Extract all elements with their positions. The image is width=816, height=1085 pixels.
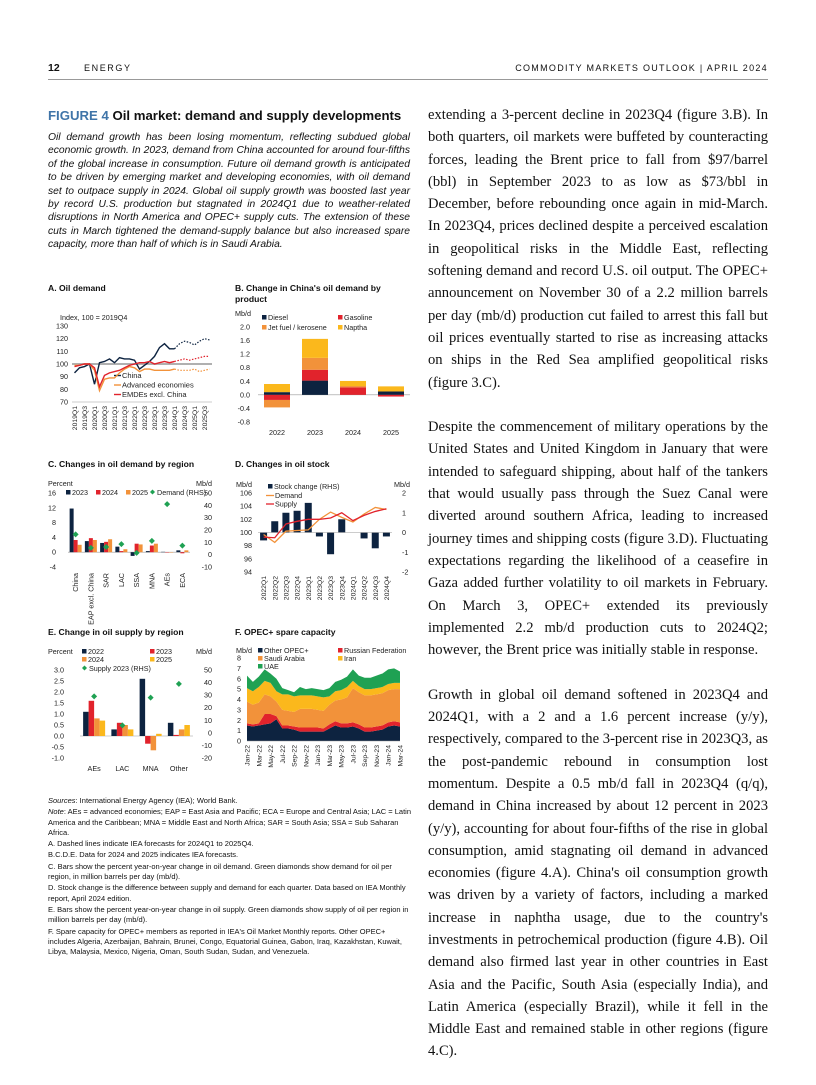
x-tick-label: 2023Q1 <box>306 576 313 600</box>
forecast-line-1 <box>175 369 210 372</box>
note-line <box>48 807 412 838</box>
x-tick-label: China <box>71 573 80 592</box>
legend-label: China <box>122 371 142 380</box>
y-tick-label: 6 <box>237 674 241 683</box>
x-tick-label: 2022Q2 <box>272 576 279 600</box>
y-tick-label: 70 <box>60 398 68 407</box>
legend-label: Iran <box>344 654 356 663</box>
legend-swatch <box>150 649 155 654</box>
y-tick-label: 130 <box>56 322 68 331</box>
legend-label: Diesel <box>268 313 288 322</box>
y2-axis-label: Mb/d <box>196 479 212 488</box>
y2-tick-label: -10 <box>202 741 212 750</box>
y-tick-label: 2.0 <box>240 323 250 332</box>
bar <box>93 540 97 552</box>
figure-title-text: Oil market: demand and supply developments <box>113 108 402 123</box>
bar <box>78 545 82 552</box>
y-tick-label: 120 <box>56 334 68 343</box>
data-marker-diamond <box>176 681 182 687</box>
legend-label: Naptha <box>344 323 367 332</box>
y-tick-label: 0 <box>52 548 56 557</box>
data-marker-diamond <box>91 693 97 699</box>
bar <box>74 540 78 552</box>
bar <box>173 735 179 736</box>
x-tick-label: Sep-23 <box>362 745 369 767</box>
y-tick-label: 94 <box>244 568 252 577</box>
x-tick-label: 2023Q2 <box>317 576 324 600</box>
x-tick-label: LAC <box>115 764 129 773</box>
y-tick-label: 5 <box>237 685 241 694</box>
publication-title: COMMODITY MARKETS OUTLOOK | APRIL 2024 <box>515 63 768 73</box>
data-marker-diamond <box>148 695 154 701</box>
bar-segment <box>264 400 290 407</box>
y-tick-label: 100 <box>240 528 252 537</box>
legend-label: Advanced economies <box>122 381 194 390</box>
bar <box>179 729 185 736</box>
y-tick-label: 8 <box>52 518 56 527</box>
bar-segment <box>264 392 290 395</box>
legend-label: Demand <box>275 491 302 500</box>
x-tick-label: Nov-23 <box>374 745 381 767</box>
legend-swatch <box>82 657 87 662</box>
stock-change-bar <box>338 519 345 532</box>
x-tick-label: 2023Q3 <box>328 576 335 600</box>
bar-segment <box>340 387 366 394</box>
y-tick-label: 98 <box>244 541 252 550</box>
data-marker-diamond <box>179 543 185 549</box>
page-number: 12 <box>48 62 60 74</box>
x-tick-label: 2024Q1 <box>172 406 179 430</box>
x-tick-label: AEs <box>163 573 172 587</box>
sources-line <box>48 796 412 806</box>
bar-segment <box>302 358 328 370</box>
y-tick-label: 3 <box>237 705 241 714</box>
x-tick-label: MNA <box>143 764 159 773</box>
legend-swatch <box>150 657 155 662</box>
legend-diamond-icon <box>150 490 155 495</box>
bar <box>100 543 104 552</box>
x-tick-label: 2025 <box>383 428 399 437</box>
bar-segment <box>378 395 404 397</box>
bar <box>128 729 134 736</box>
legend-swatch <box>258 664 263 669</box>
legend-label: 2022 <box>88 647 104 656</box>
x-tick-label: 2024Q2 <box>362 576 369 600</box>
figure-caption: Oil demand growth has been losing momentum, reflecting subdued global economic growth. In 2023, demand from China accounted for around four-fifths of the global increase in consumption. Future oil demand growth is anticipated to be driven by emerging market and developing economies, with oil demand set to outpace supply in 2024. Global oil supply growth was boosted last year by record U.S. production but stagnated in 2024Q1 due to weather-related disruptions in North America and OPEC+ supply cuts. The extension of these cuts in March tightened the demand-supply balance but also increased spare capacity, more than half of which is in Saudi Arabia. <box>48 131 410 252</box>
y2-tick-label: 40 <box>204 501 212 510</box>
panel-e-title: E. Change in oil supply by region <box>48 627 184 638</box>
panel-f-title: F. OPEC+ spare capacity <box>235 627 336 638</box>
bar <box>85 541 89 552</box>
x-tick-label: 2023Q4 <box>339 576 346 600</box>
y2-axis-label: Mb/d <box>196 647 212 656</box>
y-tick-label: 4 <box>237 695 241 704</box>
bar <box>150 546 154 553</box>
legend-label: 2024 <box>102 488 118 497</box>
legend-swatch <box>338 325 343 330</box>
y-tick-label: 2 <box>237 716 241 725</box>
y2-tick-label: 30 <box>204 513 212 522</box>
x-tick-label: AEs <box>88 764 102 773</box>
legend-label: UAE <box>264 662 279 671</box>
bar-segment <box>378 391 404 394</box>
bar <box>115 547 119 553</box>
x-tick-label: SSA <box>132 573 141 588</box>
y2-tick-label: -2 <box>402 568 408 577</box>
y-tick-label: -0.5 <box>52 743 64 752</box>
x-tick-label: 2024Q4 <box>384 576 391 600</box>
note-item: F. Spare capacity for OPEC+ members as reported in IEA's Oil Market Monthly reports. Other OPEC+ includes Algeria, Azerbaijan, Bahrain, Brunei, Congo, Equatorial Guinea, Gabon, Iraq, Kazakhstan, Kuwait, Libya, Malaysia, Mexico, Nigeria, Oman, South Sudan, Sudan, and Venezuela. <box>48 927 412 958</box>
x-tick-label: May-23 <box>339 745 346 768</box>
y2-tick-label: 2 <box>402 489 406 498</box>
series-line-supply <box>264 509 387 538</box>
sources-text: : International Energy Agency (IEA); World Bank. <box>76 796 238 805</box>
x-tick-label: 2024 <box>345 428 361 437</box>
y-tick-label: 106 <box>240 489 252 498</box>
y-axis-label: Percent <box>48 647 73 656</box>
forecast-line-0 <box>175 339 210 349</box>
legend-swatch <box>262 325 267 330</box>
y-tick-label: 4 <box>52 533 56 542</box>
figure-label: FIGURE 4 <box>48 108 109 123</box>
x-tick-label: 2024Q1 <box>350 576 357 600</box>
x-tick-label: 2021Q3 <box>122 406 129 430</box>
x-tick-label: 2022Q1 <box>261 576 268 600</box>
note-label: Note <box>48 807 64 816</box>
x-tick-label: 2022Q1 <box>132 406 139 430</box>
bar-segment <box>340 381 366 386</box>
y2-tick-label: 0 <box>402 528 406 537</box>
y-tick-label: 0.8 <box>240 363 250 372</box>
legend-label: 2025 <box>156 655 172 664</box>
x-tick-label: Jul-23 <box>350 745 357 764</box>
bar <box>180 552 184 553</box>
legend-label: Supply <box>275 500 297 509</box>
legend-label: Gasoline <box>344 313 372 322</box>
x-tick-label: 2019Q3 <box>82 406 89 430</box>
bar-segment <box>302 381 328 395</box>
x-tick-label: 2022Q3 <box>283 576 290 600</box>
legend-label: 2025 <box>132 488 148 497</box>
y2-tick-label: 0 <box>208 550 212 559</box>
body-paragraph: Growth in global oil demand softened in 2023Q4 and 2024Q1, with a 2 and a 1.6 percent increase (y/y), respectively, compared to the 3-percent rise in 2023Q3, as the post-pandemic rebound in consumption lost momentum. Despite a 0.5 mb/d fall in 2023Q4 (q/q), demand in China increased by about 12 percent in 2023 (y/y), accounting for about four-fifths of the rise in global consumption, amid stagnating oil demand in advanced economies (figure 4.A). China's oil consumption growth was driven by a variety of factors, including a marked increase in naphtha usage, due to the country's investments in petrochemical production (figure 4.B). Oil demand also firmed last year in other countries in East Asia and the Pacific, South Asia (especially India), and Latin America (especially Brazil), while it fell in the Middle East and remained stable in other regions (figure 4.C). <box>428 684 768 1063</box>
legend-label: 2023 <box>72 488 88 497</box>
x-tick-label: 2023 <box>307 428 323 437</box>
y2-tick-label: 50 <box>204 489 212 498</box>
x-tick-label: 2024Q3 <box>373 576 380 600</box>
section-name: ENERGY <box>84 63 132 73</box>
bar-segment <box>378 386 404 391</box>
x-tick-label: Mar-24 <box>398 745 405 767</box>
body-paragraph: extending a 3-percent decline in 2023Q4 (figure 3.B). In both quarters, oil markets were buffeted by counteracting forces, leading the Brent price to fall from $97/barrel (bbl) in September 2023 to as low as $73/bbl in December, before rebounding once again in mid-March. In 2023Q4, prices declined despite a perceived escalation in geopolitical risks in the Middle East, reflecting softening demand and record U.S. oil output. The OPEC+ announcement on November 30 of a 2.2 million barrels per day (mb/d) production cut failed to arrest this fall but oil prices eventually started to rise as increasing attacks on ships in the Red Sea amplified geopolitical risks (figure 3.C). <box>428 104 768 394</box>
y-tick-label: 8 <box>237 654 241 663</box>
y-tick-label: 1.6 <box>240 336 250 345</box>
y-axis-label: Index, 100 = 2019Q4 <box>60 313 127 322</box>
y2-tick-label: 20 <box>204 526 212 535</box>
y2-tick-label: 40 <box>204 678 212 687</box>
bar <box>139 544 143 552</box>
x-tick-label: 2019Q1 <box>72 406 79 430</box>
bar <box>151 736 157 750</box>
bar-segment <box>264 384 290 392</box>
x-tick-label: LAC <box>117 573 126 587</box>
y-tick-label: 104 <box>240 502 252 511</box>
body-paragraph: Despite the commencement of military operations by the United States and United Kingdom in January that were intended to safeguard shipping, about half of the tankers that would usually pass through the Suez Canal were diverted around southern Africa, leading to increased journey times and shipping costs (figure 3.D). Fluctuating expectations regarding the likelihood of a ceasefire in Gaza added further volatility to oil markets in February. On March 3, OPEC+ extended its previously implemented 2.2 mb/d production cuts to 2024Q2; however, the Brent price was initially stable in response. <box>428 416 768 661</box>
y-axis-label: Mb/d <box>236 480 252 489</box>
bar-segment <box>340 386 366 387</box>
legend-swatch <box>262 315 267 320</box>
legend-diamond-icon <box>82 666 87 671</box>
bar <box>83 712 89 736</box>
y-tick-label: 1.5 <box>54 699 64 708</box>
stock-change-bar <box>383 533 390 537</box>
y-tick-label: -0.8 <box>238 418 250 427</box>
y2-tick-label: -20 <box>202 754 212 763</box>
x-tick-label: 2023Q1 <box>152 406 159 430</box>
bar <box>123 549 127 552</box>
x-tick-label: Jul-22 <box>280 745 287 764</box>
data-marker-diamond <box>164 501 170 507</box>
x-tick-label: Jan-23 <box>315 745 322 766</box>
note-item: D. Stock change is the difference between supply and demand for each quarter. Data based on IEA Monthly report, April 2024 edition. <box>48 883 412 904</box>
y-tick-label: 80 <box>60 385 68 394</box>
legend-swatch <box>96 490 101 495</box>
y-tick-label: 16 <box>48 489 56 498</box>
y-tick-label: 12 <box>48 503 56 512</box>
y-axis-label: Mb/d <box>235 309 251 318</box>
bar <box>145 736 151 744</box>
y-tick-label: 0 <box>237 737 241 746</box>
x-tick-label: ECA <box>178 573 187 588</box>
sources-label: Sources <box>48 796 76 805</box>
y2-tick-label: 20 <box>204 703 212 712</box>
y2-tick-label: -10 <box>202 563 212 572</box>
y2-tick-label: 1 <box>402 508 406 517</box>
x-tick-label: 2022Q4 <box>295 576 302 600</box>
series-line-demand <box>264 507 387 542</box>
legend-label: Russian Federation <box>344 646 406 655</box>
legend-swatch <box>338 315 343 320</box>
x-tick-label: Mar-23 <box>327 745 334 767</box>
y-axis-label: Mb/d <box>236 646 252 655</box>
x-tick-label: 2022Q3 <box>142 406 149 430</box>
legend-label: Other OPEC+ <box>264 646 309 655</box>
panel-a-title: A. Oil demand <box>48 283 106 294</box>
y-tick-label: 2.0 <box>54 688 64 697</box>
legend-swatch <box>82 649 87 654</box>
y-tick-label: 100 <box>56 360 68 369</box>
y-tick-label: 0.0 <box>240 390 250 399</box>
stock-change-bar <box>271 521 278 532</box>
x-tick-label: Mar-22 <box>256 745 263 767</box>
x-tick-label: Jan-24 <box>386 745 393 766</box>
bar-segment <box>302 339 328 358</box>
legend-label: 2023 <box>156 647 172 656</box>
x-tick-label: Other <box>170 764 189 773</box>
note-text: : AEs = advanced economies; EAP = East Asia and Pacific; ECA = Europe and Central Asia; LAC = Latin America and the Caribbean; MNA = Middle East and North Africa; SAR = South Asia; SSA = Sub Saharan Africa. <box>48 807 411 837</box>
y-tick-label: 2.5 <box>54 677 64 686</box>
panel-c-title: C. Changes in oil demand by region <box>48 459 194 470</box>
bar <box>108 539 112 552</box>
bar <box>146 551 150 552</box>
bar <box>156 734 162 736</box>
x-tick-label: 2025Q1 <box>192 406 199 430</box>
legend-swatch <box>268 484 273 489</box>
legend-swatch <box>126 490 131 495</box>
legend-swatch <box>338 648 343 653</box>
bar <box>89 701 95 736</box>
legend-swatch <box>338 656 343 661</box>
bar <box>100 721 106 736</box>
y-tick-label: 0.5 <box>54 721 64 730</box>
y2-axis-label: Mb/d <box>394 480 410 489</box>
x-tick-label: MNA <box>147 573 156 589</box>
panel-b-title: B. Change in China's oil demand by product <box>235 283 410 305</box>
stock-change-bar <box>316 533 323 537</box>
y2-tick-label: -1 <box>402 548 408 557</box>
panel-d-title: D. Changes in oil stock <box>235 459 330 470</box>
legend-swatch <box>258 648 263 653</box>
y-tick-label: 96 <box>244 554 252 563</box>
note-item: B.C.D.E. Data for 2024 and 2025 indicates IEA forecasts. <box>48 850 412 860</box>
y-tick-label: -1.0 <box>52 754 64 763</box>
x-tick-label: Jan-22 <box>245 745 252 766</box>
body-text <box>428 104 768 1085</box>
bar <box>168 723 174 736</box>
legend-label: Demand (RHS) <box>157 488 206 497</box>
x-tick-label: Sep-22 <box>292 745 299 767</box>
stock-change-bar <box>372 533 379 549</box>
y-tick-label: 1.2 <box>240 350 250 359</box>
bar <box>70 509 74 553</box>
x-tick-label: May-22 <box>268 745 275 768</box>
bar <box>119 551 123 552</box>
legend-label: Saudi Arabia <box>264 654 305 663</box>
y-tick-label: 1.0 <box>54 710 64 719</box>
note-item: E. Bars show the percent year-on-year change in oil supply. Green diamonds show supply of oil per region in million barrels per day (mb/d). <box>48 905 412 926</box>
bar <box>184 550 188 552</box>
forecast-line-2 <box>175 356 210 361</box>
y-tick-label: 102 <box>240 515 252 524</box>
y2-tick-label: 10 <box>204 716 212 725</box>
legend-label: 2024 <box>88 655 104 664</box>
bar <box>94 718 100 736</box>
y-tick-label: 3.0 <box>54 666 64 675</box>
bar <box>176 550 180 552</box>
stock-change-bar <box>327 533 334 555</box>
y-tick-label: 90 <box>60 372 68 381</box>
y-tick-label: -4 <box>50 563 56 572</box>
y-tick-label: -0.4 <box>238 404 250 413</box>
legend-label: EMDEs excl. China <box>122 390 187 399</box>
bar <box>154 544 158 553</box>
y-tick-label: 110 <box>57 347 68 356</box>
data-marker-diamond <box>118 541 124 547</box>
bar-segment <box>302 370 328 381</box>
x-tick-label: 2021Q1 <box>112 406 119 430</box>
x-tick-label: 2022 <box>269 428 285 437</box>
x-tick-label: SAR <box>102 573 111 588</box>
note-item: A. Dashed lines indicate IEA forecasts for 2024Q1 to 2025Q4. <box>48 839 412 849</box>
y2-tick-label: 10 <box>204 538 212 547</box>
y-tick-label: 0.0 <box>54 732 64 741</box>
bar <box>111 729 117 736</box>
legend-swatch <box>258 656 263 661</box>
x-tick-label: Nov-22 <box>303 745 310 767</box>
y2-tick-label: 30 <box>204 691 212 700</box>
y-tick-label: 0.4 <box>240 377 250 386</box>
bar <box>140 679 146 736</box>
y-tick-label: 7 <box>237 664 241 673</box>
bar <box>184 725 190 736</box>
legend-label: Stock change (RHS) <box>274 482 340 491</box>
legend-swatch <box>66 490 71 495</box>
y-axis-label: Percent <box>48 479 73 488</box>
x-tick-label: 2020Q3 <box>102 406 109 430</box>
bar-segment <box>264 395 290 400</box>
y2-tick-label: 0 <box>208 728 212 737</box>
y-tick-label: 1 <box>237 726 241 735</box>
x-tick-label: 2023Q3 <box>162 406 169 430</box>
x-tick-label: 2025Q3 <box>202 406 209 430</box>
legend-label: Supply 2023 (RHS) <box>89 664 151 673</box>
x-tick-label: EAP excl. China <box>86 573 95 625</box>
legend-label: Jet fuel / kerosene <box>268 323 327 332</box>
data-marker-diamond <box>149 538 155 544</box>
x-tick-label: 2024Q3 <box>182 406 189 430</box>
stock-change-bar <box>361 533 368 539</box>
note-item: C. Bars show the percent year-on-year change in oil demand. Green diamonds show demand for oil per region, in million barrels per day (mb/d). <box>48 862 412 883</box>
stock-change-bar <box>282 513 289 533</box>
y2-tick-label: 50 <box>204 666 212 675</box>
x-tick-label: 2020Q1 <box>92 406 99 430</box>
figure-notes <box>48 796 412 958</box>
